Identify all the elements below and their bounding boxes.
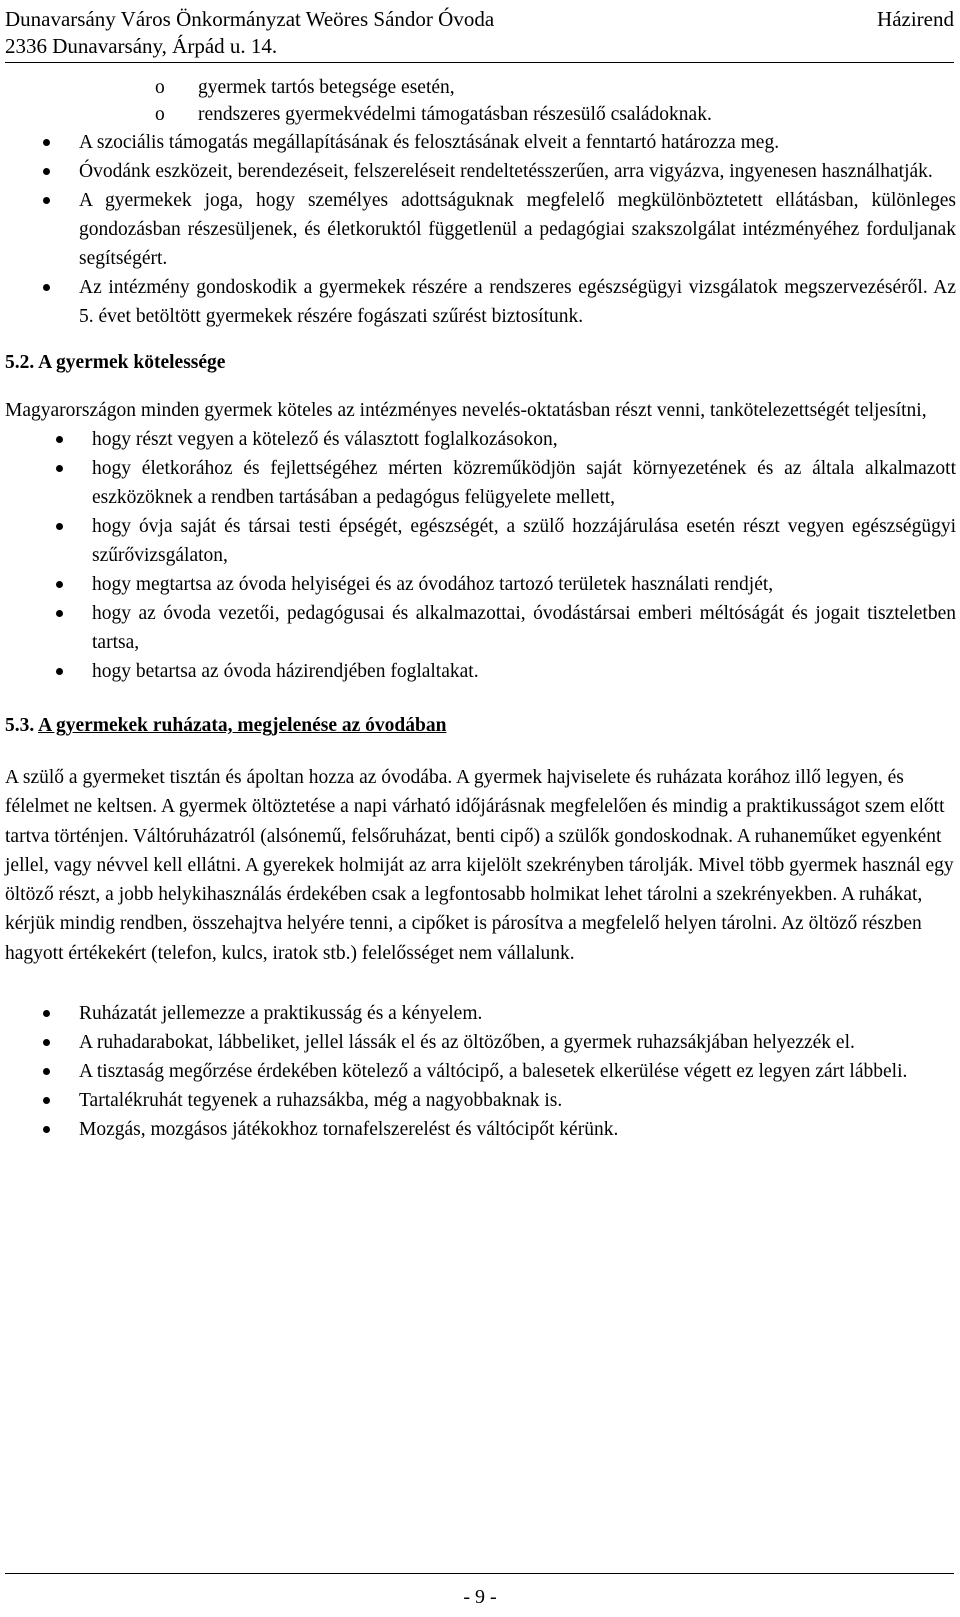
sub-bullet-marker: o [155, 77, 165, 98]
footer-divider [5, 1573, 954, 1574]
duties-list-item: hogy részt vegyen a kötelező és választott foglalkozásokon, [5, 425, 956, 454]
sub-list-text: gyermek tartós betegsége esetén, [198, 77, 455, 98]
duties-list-item: hogy óvja saját és társai testi épségét, egészségét, a szülő hozzájárulása esetén részt vegyen egészségügyi szűrővizsgálaton, [5, 512, 956, 570]
section-heading-5-2 [5, 348, 956, 377]
duties-list-item: hogy betartsa az óvoda házirendjében foglaltakat. [5, 657, 956, 686]
sub-list-item [5, 101, 956, 128]
section-heading-5-3 [5, 711, 956, 740]
clothing-list-item: Tartalékruhát tegyenek a ruhazsákba, még a nagyobbaknak is. [5, 1086, 956, 1115]
clothing-paragraph: A szülő a gyermeket tisztán és ápoltan hozza az óvodába. A gyermek hajviselete és ruházata korához illő legyen, és félelmet ne keltsen. A gyermek öltöztetése a napi várható időjárásnak megfelelően és mindig a praktikusságot szem előtt tartva történjen. Váltóruházatról (alsónemű, felsőruházat, benti cipő) a szülők gondoskodnak. A ruhaneműket egyenként jellel, vagy névvel kell ellátni. A gyerekek holmiját az arra kijelölt szekrényben tárolják. Mivel több gyermek használ egy öltöző részt, a jobb helykihasználás érdekében csak a legfontosabb holmikat lehet tárolni a szekrényekben. A ruhákat, kérjük mindig rendben, összehajtva helyére tenni, a cipőket is párosítva a megfelelő helyen tárolni. Az öltöző részben hagyott értékekért (telefon, kulcs, iratok stb.) felelősséget nem vállalunk. [5, 767, 954, 964]
duties-list-item: hogy megtartsa az óvoda helyiségei és az óvodához tartozó területek használati rendjét, [5, 570, 956, 599]
header-address: 2336 Dunavarsány, Árpád u. 14. [5, 34, 278, 58]
sub-list-text: rendszeres gyermekvédelmi támogatásban részesülő családoknak. [198, 104, 712, 125]
page-content [5, 74, 956, 1144]
clothing-list-item: Ruházatát jellemezze a praktikusság és a kényelem. [5, 999, 956, 1028]
duties-list [5, 425, 956, 686]
clothing-list-item: A ruhadarabokat, lábbeliket, jellel lássák el és az öltözőben, a gyermek ruhazsákjában helyezzék el. [5, 1028, 956, 1057]
section-number: 5.2. [5, 352, 35, 373]
clothing-list-item: Mozgás, mozgásos játékokhoz tornafelszerelést és váltócipőt kérünk. [5, 1115, 956, 1144]
rights-list-item: A gyermekek joga, hogy személyes adottságuknak megfelelő megkülönböztetett ellátásban, különleges gondozásban részesüljenek, és életkoruktól függetlenül a pedagógiai szakszolgálat intézményéhez forduljanak segítségért. [5, 186, 956, 273]
clothing-list-item: A tisztaság megőrzése érdekében kötelező a váltócipő, a balesetek elkerülése végett ez legyen zárt lábbeli. [5, 1057, 956, 1086]
rights-list-item: Az intézmény gondoskodik a gyermekek részére a rendszeres egészségügyi vizsgálatok megszervezéséről. Az 5. évet betöltött gyermekek részére fogászati szűrést biztosítunk. [5, 273, 956, 331]
duties-list-item: hogy életkorához és fejlettségéhez mérten közreműködjön saját környezetének és az általa alkalmazott eszközöknek a rendben tartásában a pedagógus felügyelete mellett, [5, 454, 956, 512]
section-intro-paragraph: Magyarországon minden gyermek köteles az intézményes nevelés-oktatásban részt venni, tankötelezettségét teljesítni, [5, 400, 927, 421]
header-institution: Dunavarsány Város Önkormányzat Weöres Sándor Óvoda [5, 7, 495, 31]
sub-list-item [5, 74, 956, 101]
section-title: A gyermekek ruházata, megjelenése az óvodában [38, 715, 447, 736]
header-doc-title: Házirend [877, 7, 954, 31]
sub-bullet-marker: o [155, 104, 165, 125]
sub-list [5, 74, 956, 128]
rights-list-item: A szociális támogatás megállapításának és felosztásának elveit a fenntartó határozza meg. [5, 128, 956, 157]
section-title: A gyermek kötelessége [38, 352, 226, 373]
rights-list [5, 128, 956, 331]
rights-list-item: Óvodánk eszközeit, berendezéseit, felszereléseit rendeltetésszerűen, arra vigyázva, ingyenesen használhatják. [5, 157, 956, 186]
page-number: - 9 - [463, 1586, 497, 1608]
section-number: 5.3. [5, 715, 35, 736]
clothing-list [5, 999, 956, 1144]
duties-list-item: hogy az óvoda vezetői, pedagógusai és alkalmazottai, óvodástársai emberi méltóságát és jogait tiszteletben tartsa, [5, 599, 956, 657]
page-header [5, 4, 954, 63]
